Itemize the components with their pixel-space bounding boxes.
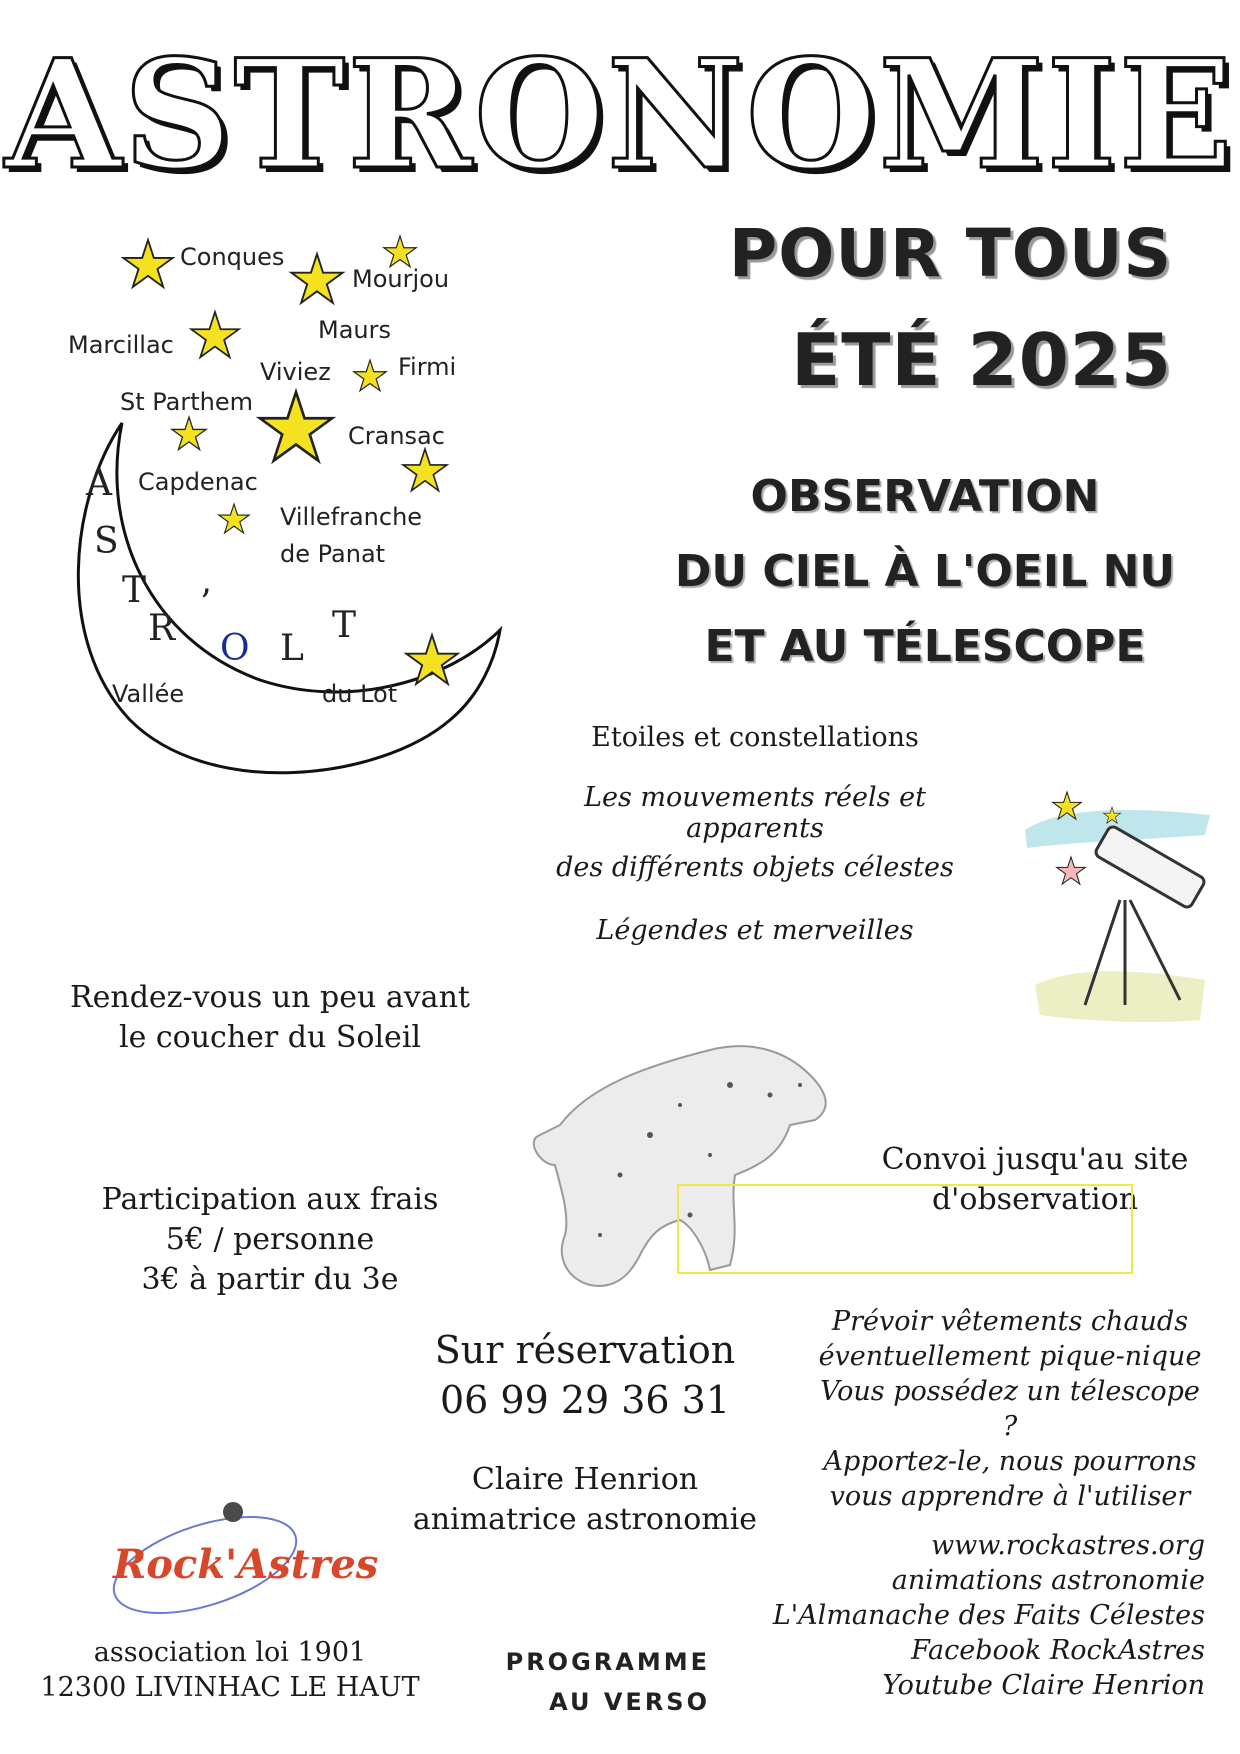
star-icon: [1057, 857, 1086, 884]
star-icon: [384, 236, 416, 267]
subtitle-ete-2025: ÉTÉ 2025: [791, 318, 1172, 402]
moon-letter: ’: [200, 583, 212, 624]
links-block: www.rockastres.org animations astronomie L'Almanache des Faits Célestes Facebook RockAstres Youtube Claire Henrion: [760, 1528, 1205, 1703]
page-title: ASTRONOMIE: [5, 27, 1235, 203]
star-icon: [403, 449, 447, 491]
reservation-block: [400, 1325, 770, 1425]
moon-letter: T: [332, 605, 357, 646]
telescope-illustration: [1015, 780, 1215, 1025]
moon-letter: S: [94, 521, 119, 562]
town-label: Marcillac: [68, 331, 174, 359]
town-label: Conques: [180, 243, 285, 271]
town-label: Mourjou: [352, 265, 450, 293]
town-label: Vallée: [112, 680, 185, 708]
star-icon: [123, 240, 172, 287]
star-icon: [260, 392, 332, 461]
rockastres-logo: [105, 1490, 379, 1620]
fees-info: Participation aux frais 5€ / personne 3€ à partir du 3e: [101, 1182, 439, 1297]
association-block: association loi 1901 12300 LIVINHAC LE HAUT: [40, 1637, 420, 1703]
svg-text:Rock'Astres: Rock'Astres: [113, 1541, 379, 1588]
moon-letter-o: O: [220, 628, 250, 669]
meeting-info: Rendez-vous un peu avant le coucher du Soleil: [70, 980, 470, 1055]
animator-block: Claire Henrion animatrice astronomie: [412, 1462, 758, 1537]
star-icon: [219, 504, 249, 533]
town-label: Maurs: [318, 316, 391, 344]
town-label: Capdenac: [138, 468, 258, 496]
website-link[interactable]: www.rockastres.org: [931, 1530, 1205, 1561]
town-label: St Parthem: [120, 388, 254, 416]
topic-item: Les mouvements réels et apparents: [584, 782, 926, 844]
programme-note: PROGRAMME AU VERSO: [505, 1648, 710, 1716]
town-label: Villefranche: [280, 503, 423, 531]
subtitle-pour-tous: POUR TOUS: [728, 215, 1172, 292]
moon-letter: T: [122, 570, 147, 611]
convoy-info: Convoi jusqu'au site d'observation: [881, 1142, 1189, 1217]
observation-line-3: ET AU TÉLESCOPE: [704, 621, 1146, 672]
star-icon: [191, 312, 239, 357]
observation-line-2: DU CIEL À L'OEIL NU: [674, 546, 1176, 597]
moon-letter: A: [86, 463, 112, 504]
astrolt-logo: [60, 240, 530, 800]
star-icon: [172, 417, 206, 450]
topic-item: des différents objets célestes: [556, 852, 954, 883]
reservation-phone[interactable]: 06 99 29 36 31: [439, 1378, 731, 1422]
moon-letter: R: [148, 608, 176, 649]
town-label: Cransac: [348, 422, 445, 450]
town-label: de Panat: [280, 540, 386, 568]
town-label: Firmi: [398, 353, 457, 381]
town-label: du Lot: [322, 680, 398, 708]
advice-block: Prévoir vêtements chauds éventuellement pique-nique Vous possédez un télescope ? Apportez-le, nous pourrons vous apprendre à l'utiliser: [818, 1306, 1202, 1512]
reservation-label: Sur réservation: [434, 1328, 736, 1372]
town-label: Viviez: [260, 358, 331, 386]
observation-line-1: OBSERVATION: [750, 471, 1100, 522]
moon-letter: L: [280, 628, 304, 669]
convoy-highlight-box: [677, 1184, 1133, 1274]
topic-item: Etoiles et constellations: [591, 722, 919, 753]
star-icon: [354, 360, 386, 391]
topic-item: Légendes et merveilles: [596, 915, 914, 946]
star-icon: [291, 254, 342, 303]
